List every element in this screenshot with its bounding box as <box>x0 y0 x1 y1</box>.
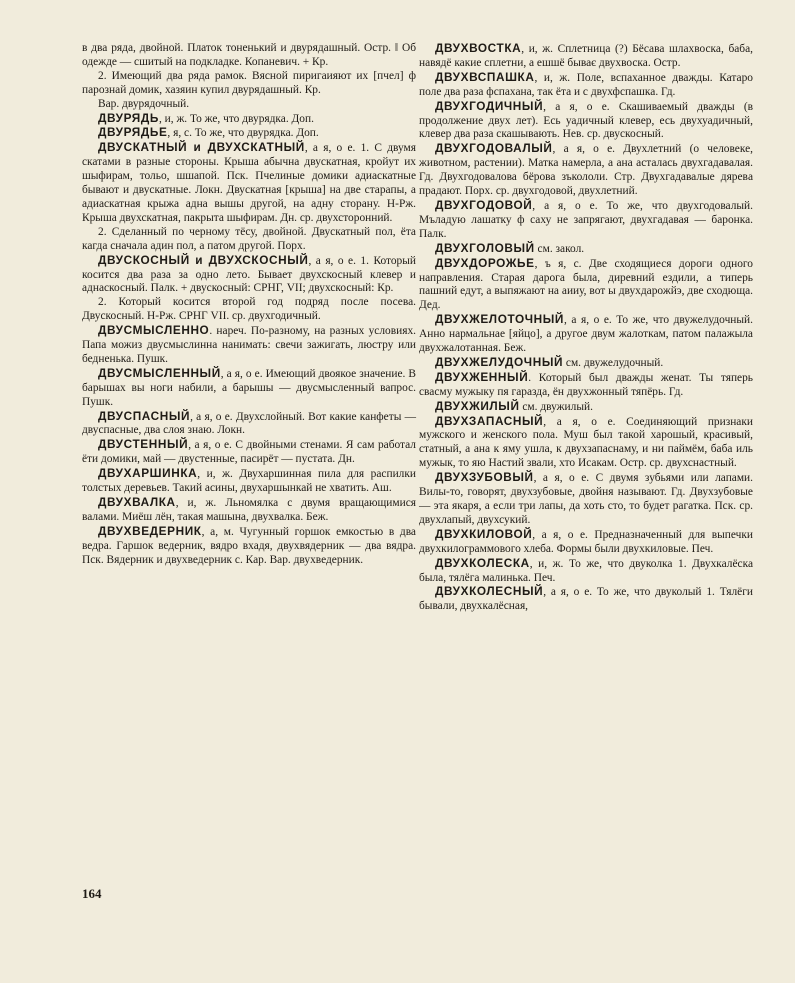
dictionary-entry <box>82 324 416 367</box>
entry-text: , а я, о е. То же, что двухгодовалый. Мъладую лашатку ф саху не запрягают, двухгадавая — баронка. Палк. <box>419 199 753 240</box>
dictionary-entry <box>82 254 416 297</box>
headword: ДВУСМЫСЛЕННО <box>98 323 210 338</box>
headword: ДВУХГОДИЧНЫЙ <box>435 98 544 113</box>
dictionary-entry <box>419 557 753 586</box>
entry-text: , и, ж. Льномялка с двумя вращающимися валами. Миёш лён, такая машына, двухвалка. Беж. <box>82 497 416 523</box>
entry-text: см. закол. <box>534 242 585 255</box>
dictionary-entry <box>82 525 416 568</box>
dictionary-entry <box>82 112 416 127</box>
entry-text: , а я, о е. Предназначенный для выпечки двухкилограммового хлеба. Формы были двухкиловые. Печ. <box>419 528 753 555</box>
dictionary-entry <box>82 496 416 525</box>
headword: ДВУХКИЛОВОЙ <box>435 526 533 541</box>
headword: ДВУРЯДЬ <box>98 110 159 125</box>
entry-text: . нареч. По-разному, на разных условиях. Папа можиз двусмыслинна нанимать: свечи зажигать, люстру или бедненька. Пушк. <box>82 325 416 365</box>
headword: ДВУХЖЕЛОТОЧНЫЙ <box>435 312 564 327</box>
headword: ДВУСТЕННЫЙ <box>98 437 189 452</box>
dictionary-entry <box>419 400 753 415</box>
entry-text: , а я, о е. 1. С двумя скатами в разные стороны. Крыша абычна двускатная, кройут их шыфирам, тольо, шшапой. Пск. Пчелиные домики адиаскатные бывают и двускатные. Локн. Двускатная [крыша] на две старапы, а адиаскатная крыжа адна вышы другой, на адну сторану. Н-Рж. Крыша двухскатная, пакрыта шыфирам. Дн. ср. двухсторонний. <box>82 142 416 224</box>
dictionary-entry <box>82 226 416 254</box>
headword: ДВУХВОСТКА <box>435 41 522 55</box>
headword: ДВУХКОЛЕСНЫЙ <box>435 584 544 599</box>
dictionary-entry <box>82 141 416 225</box>
headword: ДВУХГОДОВОЙ <box>435 197 533 212</box>
headword: ДВУХВАЛКА <box>98 495 176 509</box>
dictionary-entry <box>419 415 753 472</box>
dictionary-entry <box>419 199 753 242</box>
headword: ДВУХДОРОЖЬЕ <box>435 255 535 270</box>
entry-text: , а я, о е. Имеющий двоякое значение. В барышах вы ноги набили, а барышы — двусмысленный вапрос. Пушк. <box>82 367 416 408</box>
entry-text: , и, ж. Двухаршинная пила для распилки толстых деревьев. Такий асины, двухаршынкай не хватить. Аш. <box>82 468 416 495</box>
headword: ДВУСКАТНЫЙ и ДВУХСКАТНЫЙ <box>98 140 305 155</box>
headword: ДВУХВЕДЕРНИК <box>98 523 202 538</box>
dictionary-entry <box>419 100 753 143</box>
dictionary-entry <box>419 356 753 371</box>
headword: ДВУХГОЛОВЫЙ <box>435 240 535 255</box>
entry-text: , а я, о е. Двухслойный. Вот какие канфеты — двуспасные, два слоя знаю. Локн. <box>82 410 416 437</box>
entry-text: , и, ж. То же, что двуколка 1. Двухкалёска была, тялёга малинька. Печ. <box>419 557 753 584</box>
entry-text: , и, ж. Сплетница (?) Бёсава шлахвоска, баба, навядё какие сплетни, а ешшё быває двухвоска. Остр. <box>419 43 753 69</box>
headword: ДВУСПАСНЫЙ <box>98 408 191 423</box>
dictionary-entry <box>82 70 416 98</box>
entry-text: , а я, о е. Соединяющий признаки мужского и женского пола. Муш был такой харошый, красивый, статный, а ана к яму ушла, к двухзапаснаму, и ни паймём, баба иль мужык, то яю Настий звали, хто Исакам. Остр. ср. двухснастный. <box>419 415 753 470</box>
headword: ДВУХАРШИНКА <box>98 466 198 481</box>
headword: ДВУХЗАПАСНЫЙ <box>435 413 544 428</box>
entry-text: 2. Сделанный по черному тёсу, двойной. Двускатный пол, ёта кагда сначала адин пол, а патом другой. Порх. <box>82 225 416 252</box>
dictionary-entry <box>419 528 753 557</box>
dictionary-entry <box>419 471 753 528</box>
dictionary-entry <box>82 367 416 410</box>
dictionary-entry <box>82 438 416 467</box>
entry-text: 2. Который косится второй год подряд после посева. Двускосный. Н-Рж. СРНГ VII. ср. двухгодичный. <box>82 296 416 323</box>
dictionary-entry <box>82 410 416 439</box>
entry-text: , а, м. Чугунный горшок емкостью в два ведра. Гаршок ведерник, вядро вхадя, двухвядерник — два вядра. Пск. Вядерник и двухведерник с. Кар. Вар. двухведерник. <box>82 525 416 566</box>
headword: ДВУРЯДЬЕ <box>98 125 168 140</box>
entry-text: , а я, о е. Скашиваемый дважды (в продолжение двух лет). Есь уадичный клевер, есь двухуадичный, клевер два раза скашывають. Нев. ср. двускосный. <box>419 100 753 141</box>
dictionary-entry <box>419 371 753 400</box>
headword: ДВУХЗУБОВЫЙ <box>435 470 534 485</box>
headword: ДВУХЖЕННЫЙ <box>435 369 529 384</box>
entry-text: в два ряда, двойной. Платок тоненький и двурядашный. Остр. ‖ Об одежде — сшитый на подкладке. Копаневич. + Кр. <box>82 42 416 68</box>
dictionary-entry <box>82 126 416 141</box>
dictionary-entry <box>419 142 753 199</box>
entry-text: см. двужелудочный. <box>563 356 664 369</box>
entry-text: , а я, о е. С двойными стенами. Я сам работал ёти домики, май — двустенные, пасирёт — пустата. Дн. <box>82 439 416 466</box>
dictionary-entry <box>82 467 416 496</box>
dictionary-entry <box>419 313 753 356</box>
dictionary-entry <box>82 98 416 112</box>
headword: ДВУХЖИЛЫЙ <box>435 398 520 413</box>
headword: ДВУСМЫСЛЕННЫЙ <box>98 365 221 380</box>
entry-text: , я, с. То же, что двурядка. Доп. <box>167 127 319 140</box>
dictionary-entry <box>419 242 753 257</box>
dictionary-entry <box>82 296 416 324</box>
right-column <box>419 42 753 614</box>
headword: ДВУХКОЛЕСКА <box>435 555 530 570</box>
dictionary-entry <box>419 585 753 614</box>
entry-text: , а я, о е. Двухлетний (о человеке, животном, растении). Матка намерла, а ана асталась двухгадавалая. Гд. Двухгодовалова бёрова зъкололи. Стр. Двухгадавалые дяревa прадают. Порх. ср. двухгодовой, двухлетний. <box>419 143 753 198</box>
entry-text: 2. Имеющий два ряда рамок. Вясной пиригаияют их [пчел] ф парознай домик, хазяин купил двурядашный. Кр. <box>82 69 416 96</box>
entry-text: Вар. двурядочный. <box>98 97 190 110</box>
dictionary-entry <box>419 257 753 314</box>
headword: ДВУХГОДОВАЛЫЙ <box>435 141 553 156</box>
entry-text: , а я, о е. То же, что двужелудочный. Анно нармальнае [яйцо], а другое двум жалоткам, патом палажыла двухжалотанная. Беж. <box>419 314 753 355</box>
headword: ДВУХЖЕЛУДОЧНЫЙ <box>435 354 564 369</box>
entry-text: . Который был дважды женат. Ты тяперь свасму мужыку пя гараздa, ён двухжонный тяпёрь. Гд. <box>419 371 753 398</box>
entry-text: см. двужилый. <box>519 400 593 413</box>
dictionary-entry <box>419 71 753 100</box>
dictionary-entry <box>82 42 416 70</box>
dictionary-entry <box>419 42 753 71</box>
entry-text: , а я, о е. То же, что двуколый 1. Тялёги бывали, двухкалёсная, <box>419 586 753 613</box>
page-number: 164 <box>82 886 102 901</box>
entry-text: , а я, о е. 1. Который косится два раза за одно лето. Бывает двухскосный клевер и аднаскосный. Палк. + двускосный: СРНГ, VII; двухскосный: Кр. <box>82 254 416 295</box>
entry-text: , ъ я, с. Две сходящиеся дороги одного направления. Старая дарога была, диревний ездили, а типерь пашний едут, а выпяжают на аииу, вот ы двухдарожйэ, две сходюща. Дед. <box>419 257 753 312</box>
entry-text: , и, ж. Поле, вспаханное дважды. Катаро поле два раза фспахана, так ёта и с двухфспашка. Гд. <box>419 71 753 98</box>
entry-text: , и, ж. То же, что двурядка. Доп. <box>158 112 314 125</box>
entry-text: , а я, о е. С двумя зубьями или лапами. Вилы-то, говорят, двухзубовые, двойня называют. Гд. Двухзубовые — эта якаря, а если три лапы, да хоть сто, то будет рагатка. Пск. ср. двухлапый, двухсукий. <box>419 472 753 526</box>
headword: ДВУХВСПАШКА <box>435 69 535 84</box>
headword: ДВУСКОСНЫЙ и ДВУХСКОСНЫЙ <box>98 252 309 267</box>
left-column <box>82 42 416 568</box>
